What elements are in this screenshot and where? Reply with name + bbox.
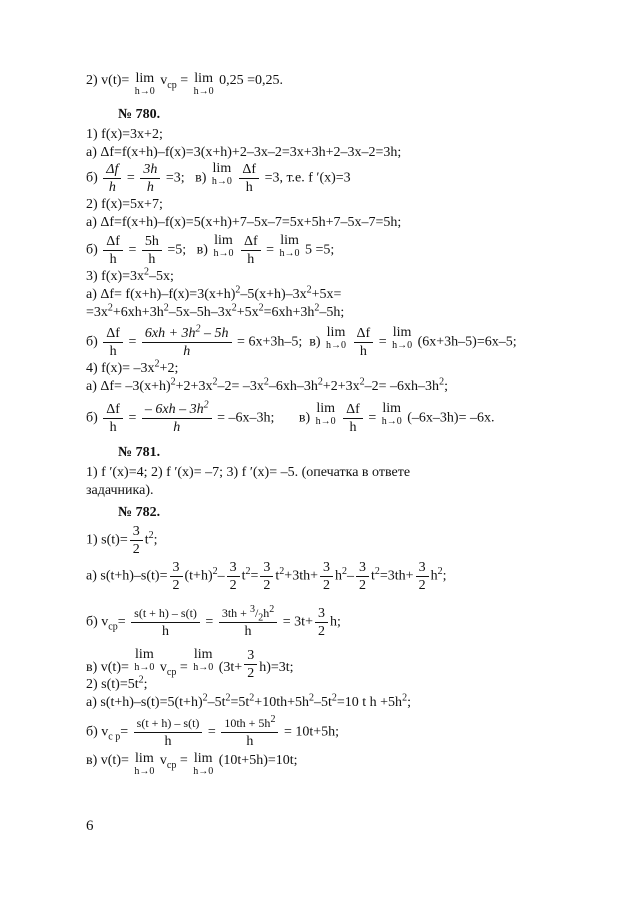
- problem-title-781: № 781.: [118, 445, 161, 460]
- text: – 5h: [200, 326, 229, 341]
- denominator: 2: [132, 542, 140, 557]
- superscript: 2: [249, 692, 255, 704]
- lim-word: lim: [280, 233, 299, 248]
- text: =10 t h +5h: [336, 695, 403, 710]
- text: (–6x–3h)= –6x.: [407, 410, 495, 426]
- text: = –6x–3h;: [217, 410, 275, 426]
- text: (6x+3h–5)=6x–5;: [417, 334, 517, 350]
- numerator: 3: [227, 560, 240, 577]
- numerator: 3h: [140, 162, 160, 179]
- text: (t+h): [184, 568, 213, 584]
- superscript: 2: [359, 376, 365, 388]
- numerator: Δf: [239, 162, 259, 179]
- text: –: [346, 568, 354, 584]
- text: б): [86, 410, 98, 426]
- superscript: 2: [245, 566, 251, 578]
- text: =: [128, 242, 137, 258]
- fraction: [221, 716, 278, 749]
- text: 0,25 =0,25.: [219, 73, 284, 88]
- text: +2+3x: [175, 379, 213, 394]
- denominator: 2: [322, 578, 330, 593]
- denominator: 2: [229, 578, 237, 593]
- limit: [316, 402, 336, 428]
- text: +2;: [159, 361, 179, 376]
- text: в): [298, 410, 311, 426]
- text: +2+3x: [322, 379, 360, 394]
- denominator: 2: [172, 578, 180, 593]
- numerator: s(t + h) – s(t): [131, 606, 200, 623]
- line-780-7: [86, 268, 174, 286]
- limit: [193, 752, 213, 778]
- superscript: 2: [212, 566, 218, 578]
- numerator: $3th + ^3/_2h^2$: [219, 606, 277, 623]
- superscript: 2: [170, 376, 176, 388]
- text: =: [368, 410, 377, 426]
- line-780-6: [86, 234, 334, 267]
- lim-word: lim: [135, 647, 154, 662]
- text: –6xh–3h: [268, 379, 318, 394]
- text: = 10t+5h;: [283, 724, 340, 740]
- text: ;: [143, 677, 148, 692]
- line-782-8: [86, 752, 298, 778]
- denominator: h: [109, 420, 117, 435]
- fraction: [320, 560, 333, 593]
- text: –5x;: [149, 269, 174, 284]
- line-780-10: [86, 323, 517, 359]
- fraction: [103, 402, 123, 435]
- lim-word: lim: [214, 233, 233, 248]
- line-780-13: [86, 399, 495, 435]
- text: –5h;: [319, 305, 345, 320]
- numerator: 5h: [142, 234, 162, 251]
- text: 1) s(t)=: [86, 532, 128, 548]
- limit: [194, 72, 214, 98]
- text: –5t: [313, 695, 332, 710]
- lim-subscript: h→0: [193, 662, 214, 673]
- text: 5 =5;: [305, 242, 335, 258]
- fraction: [103, 162, 121, 195]
- numerator: 3: [170, 560, 183, 577]
- superscript: 3: [249, 604, 255, 615]
- denominator: 2: [247, 666, 255, 681]
- text: +5x: [236, 305, 259, 320]
- denominator: h: [162, 624, 170, 639]
- text: –5(x+h)–3x: [240, 287, 307, 302]
- numerator: Δf: [103, 402, 123, 419]
- lim-subscript: h→0: [279, 248, 300, 259]
- fraction: [315, 606, 328, 639]
- text: 2) s(t)=5t: [86, 677, 139, 692]
- text: h: [263, 606, 270, 620]
- fraction: [142, 399, 212, 435]
- numerator: [142, 399, 212, 419]
- text: а) Δf= f(x+h)–f(x)=3(x+h): [86, 287, 236, 302]
- text: =: [205, 614, 214, 630]
- lim-subscript: h→0: [134, 766, 155, 777]
- superscript: 2: [258, 302, 264, 314]
- fraction: [142, 323, 232, 359]
- text: h: [334, 568, 342, 584]
- text: h)=3t;: [259, 660, 294, 675]
- superscript: 2: [263, 376, 269, 388]
- denominator: 2: [263, 578, 271, 593]
- lim-subscript: h→0: [134, 662, 155, 673]
- text: =3, т.е. f ′(x)=3: [264, 170, 351, 186]
- fraction: [170, 560, 183, 593]
- superscript: 2: [144, 266, 150, 278]
- text: в): [196, 242, 208, 258]
- numerator: Δf: [103, 326, 123, 343]
- text: –2= –6xh–3h: [364, 379, 440, 394]
- lim-subscript: h→0: [213, 248, 234, 259]
- problem-title-782: № 782.: [118, 505, 161, 520]
- superscript: 2: [270, 714, 276, 725]
- superscript: 2: [279, 566, 285, 578]
- superscript: 2: [225, 692, 231, 704]
- text: +6xh+3h: [112, 305, 164, 320]
- text: в) v(t)=: [86, 660, 129, 675]
- line-782-1: [86, 524, 158, 557]
- superscript: 2: [202, 692, 208, 704]
- text: 2) v(t)=: [86, 73, 130, 88]
- lim-word: lim: [193, 751, 213, 766]
- page-number: 6: [86, 818, 94, 834]
- text: =: [128, 410, 137, 426]
- text: +3th+: [284, 568, 318, 584]
- numerator: [221, 716, 278, 733]
- superscript: 2: [306, 284, 312, 296]
- text: –5x–5h–3x: [168, 305, 232, 320]
- superscript: 2: [269, 604, 275, 615]
- text: v: [159, 753, 167, 768]
- line-780-11: [86, 360, 178, 378]
- numerator: 3: [320, 560, 333, 577]
- text: h;: [329, 614, 341, 630]
- text: =: [179, 753, 188, 768]
- text: =: [207, 724, 216, 740]
- denominator: h: [349, 420, 357, 435]
- text: =: [378, 334, 387, 350]
- lim-word: lim: [212, 161, 232, 176]
- text: t: [275, 568, 280, 584]
- fraction: [227, 560, 240, 593]
- lim-word: lim: [135, 71, 155, 86]
- lim-subscript: h→0: [315, 416, 336, 427]
- denominator: h: [109, 252, 117, 267]
- superscript: 2: [231, 302, 237, 314]
- lim-word: lim: [135, 751, 154, 766]
- superscript: 2: [163, 302, 169, 314]
- lim-subscript: h→0: [326, 340, 347, 351]
- line-782-6: [86, 694, 411, 712]
- limit: [135, 72, 155, 98]
- superscript: 2: [107, 302, 113, 314]
- limit: [382, 402, 402, 428]
- text: =: [126, 170, 135, 186]
- fraction: [142, 234, 162, 267]
- limit: [280, 234, 300, 260]
- denominator: h: [245, 180, 253, 195]
- text: 3) f(x)=3x: [86, 269, 145, 284]
- text: =: [266, 242, 275, 258]
- denominator: h: [108, 180, 116, 195]
- line-782-2: [86, 560, 446, 593]
- fraction: [354, 326, 374, 359]
- line-780-8: [86, 286, 341, 304]
- lim-subscript: h→0: [193, 766, 214, 777]
- text: =3;: [165, 170, 185, 186]
- denominator: 2: [358, 578, 366, 593]
- denominator: h: [173, 420, 181, 435]
- text: а) s(t+h)–s(t)=: [86, 568, 168, 584]
- denominator: 2: [317, 624, 325, 639]
- text: б): [86, 170, 98, 186]
- text: ;: [153, 532, 158, 548]
- subscript: 2: [258, 612, 264, 624]
- fraction: [244, 648, 257, 681]
- superscript: 2: [195, 323, 201, 335]
- numerator: Δf: [103, 234, 123, 251]
- line-780-12: [86, 378, 448, 396]
- numerator: s(t + h) – s(t): [134, 716, 203, 733]
- line-781-1: 1) f ′(x)=4; 2) f ′(x)= –7; 3) f ′(x)= –5. (опечатка в ответе: [86, 465, 411, 480]
- superscript: 2: [212, 376, 218, 388]
- numerator: 3: [244, 648, 257, 665]
- text: =: [117, 614, 126, 630]
- text: а) s(t+h)–s(t)=5(t+h): [86, 695, 203, 710]
- line-781-2: задачника).: [86, 483, 154, 498]
- text: ;: [442, 568, 447, 584]
- text: =: [179, 660, 188, 675]
- denominator: h: [246, 734, 254, 749]
- text: = 6x+3h–5;: [237, 334, 303, 350]
- line-782-3: [86, 606, 341, 639]
- numerator: 3: [416, 560, 429, 577]
- text: =3x: [86, 305, 108, 320]
- subscript: с р: [108, 731, 121, 743]
- denominator: h: [146, 180, 154, 195]
- text: +5x=: [311, 287, 342, 302]
- text: =3th+: [379, 568, 414, 584]
- text: в): [195, 170, 207, 186]
- superscript: 2: [308, 692, 314, 704]
- numerator: 3: [260, 560, 273, 577]
- text: 10th + 5h: [224, 716, 271, 730]
- limit: [193, 648, 213, 674]
- text: =: [120, 724, 129, 740]
- superscript: 2: [138, 674, 144, 686]
- text: – 6xh – 3h: [144, 402, 204, 417]
- numerator: Δf: [343, 402, 363, 419]
- text: ;: [444, 379, 448, 394]
- numerator: Δf: [354, 326, 374, 343]
- text: =6xh+3h: [263, 305, 315, 320]
- subscript: ср: [166, 759, 177, 771]
- fraction: [241, 234, 261, 267]
- text: +10th+5h: [254, 695, 309, 710]
- text: (10t+5h)=10t;: [218, 753, 298, 768]
- superscript: 2: [235, 284, 241, 296]
- numerator: 3: [130, 524, 143, 541]
- lim-subscript: h→0: [211, 176, 232, 187]
- lim-word: lim: [326, 325, 346, 340]
- lim-word: lim: [194, 71, 213, 86]
- text: =: [180, 73, 189, 88]
- superscript: 2: [148, 530, 154, 542]
- superscript: 2: [437, 566, 443, 578]
- text: б) v: [86, 614, 109, 630]
- line-780-4: 2) f(x)=5x+7;: [86, 197, 163, 212]
- fraction: [134, 716, 203, 749]
- line-782-5: [86, 676, 148, 694]
- denominator: h: [109, 344, 117, 359]
- fraction: [103, 234, 123, 267]
- line-780-9: [86, 304, 344, 322]
- line-780-2: а) Δf=f(x+h)–f(x)=3(x+h)+2–3x–2=3x+3h+2–3x–2=3h;: [86, 145, 402, 160]
- text: в): [309, 334, 321, 350]
- fraction: [239, 162, 259, 195]
- text: (3t+: [218, 660, 243, 675]
- superscript: 2: [402, 692, 408, 704]
- fraction: [219, 606, 277, 639]
- text: t: [144, 532, 149, 548]
- fraction: [416, 560, 429, 593]
- subscript: ср: [167, 79, 177, 91]
- fraction: [356, 560, 369, 593]
- text: =5;: [167, 242, 187, 258]
- line-782-7: [86, 716, 339, 749]
- lim-subscript: h→0: [134, 86, 155, 97]
- text: v: [159, 660, 167, 675]
- lim-subscript: h→0: [381, 416, 402, 427]
- limit: [392, 326, 412, 352]
- text: h: [430, 568, 438, 584]
- lim-word: lim: [193, 647, 213, 662]
- text: –5t: [207, 695, 226, 710]
- superscript: 2: [374, 566, 380, 578]
- numerator: Δf: [103, 162, 121, 179]
- text: = 3t+: [282, 614, 313, 630]
- numerator: 3: [315, 606, 328, 623]
- text: в) v(t)=: [86, 753, 129, 768]
- line-780-3: [86, 162, 351, 195]
- superscript: 2: [154, 358, 160, 370]
- denominator: 2: [418, 578, 426, 593]
- lim-subscript: h→0: [193, 86, 214, 97]
- limit: [212, 162, 232, 188]
- numerator: Δf: [241, 234, 261, 251]
- subscript: ср: [166, 666, 177, 678]
- lim-subscript: h→0: [392, 340, 413, 351]
- text: v: [160, 73, 168, 88]
- text: 3th +: [221, 606, 250, 620]
- text: =5t: [230, 695, 250, 710]
- limit: [134, 752, 154, 778]
- text: –: [217, 568, 225, 584]
- line-779-2: [86, 72, 283, 98]
- text: t: [370, 568, 375, 584]
- fraction: [140, 162, 160, 195]
- fraction: [103, 326, 123, 359]
- text: =: [128, 334, 137, 350]
- numerator: [142, 323, 232, 343]
- denominator: h: [148, 252, 156, 267]
- lim-word: lim: [316, 401, 335, 416]
- denominator: h: [244, 624, 252, 639]
- lim-word: lim: [382, 401, 402, 416]
- superscript: 2: [314, 302, 320, 314]
- problem-title-780: № 780.: [118, 107, 161, 122]
- superscript: 2: [439, 376, 445, 388]
- line-780-1: 1) f(x)=3x+2;: [86, 127, 163, 142]
- superscript: 2: [331, 692, 337, 704]
- denominator: h: [164, 734, 172, 749]
- denominator: h: [247, 252, 255, 267]
- text: =: [250, 568, 259, 584]
- lim-word: lim: [392, 325, 412, 340]
- superscript: 2: [341, 566, 347, 578]
- text: а) Δf= –3(x+h): [86, 379, 171, 394]
- line-780-5: а) Δf=f(x+h)–f(x)=5(x+h)+7–5x–7=5x+5h+7–5x–7=5h;: [86, 215, 402, 230]
- fraction: [343, 402, 363, 435]
- text: б): [86, 242, 98, 258]
- denominator: h: [359, 344, 367, 359]
- subscript: ср: [108, 621, 118, 633]
- fraction: [260, 560, 273, 593]
- text: б) v: [86, 724, 109, 740]
- limit: [213, 234, 233, 260]
- fraction: [130, 524, 143, 557]
- numerator: 3: [356, 560, 369, 577]
- text: 4) f(x)= –3x: [86, 361, 155, 376]
- text: t: [241, 568, 246, 584]
- text: ;: [407, 695, 411, 710]
- limit: [134, 648, 154, 674]
- limit: [326, 326, 346, 352]
- text: 6xh + 3h: [144, 326, 196, 341]
- fraction: [131, 606, 200, 639]
- superscript: 2: [317, 376, 323, 388]
- text: б): [86, 334, 98, 350]
- text: –2= –3x: [217, 379, 264, 394]
- denominator: h: [183, 344, 191, 359]
- superscript: 2: [203, 399, 209, 411]
